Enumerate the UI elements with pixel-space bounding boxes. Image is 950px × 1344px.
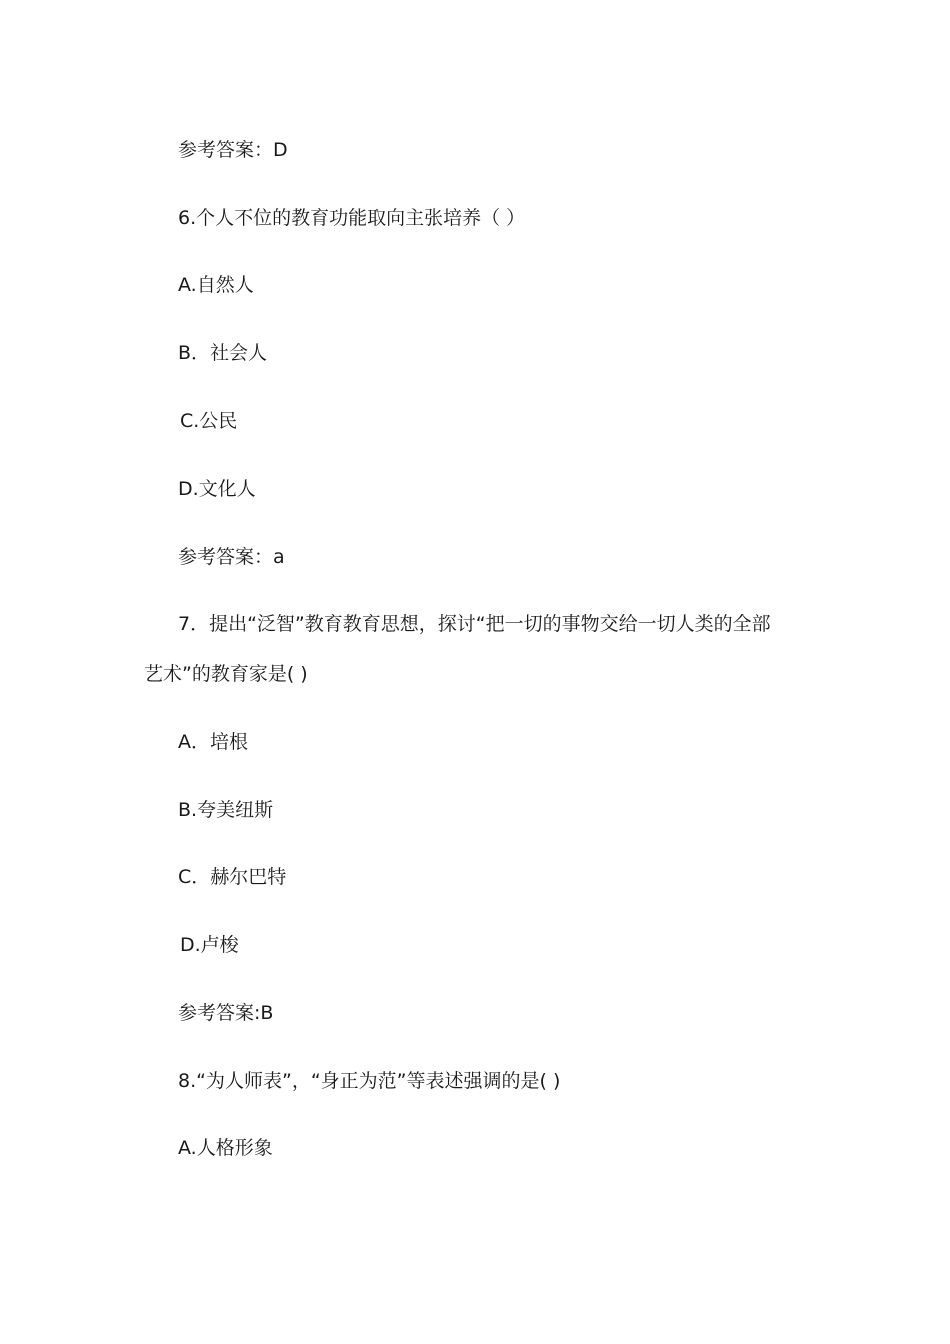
answer-line-7: 参考答案:B xyxy=(178,1002,274,1024)
question-7-text-line-2: 艺术”的教育家是( ) xyxy=(144,663,308,685)
question-7-text-line-1: 7．提出“泛智”教育教育思想，探讨“把一切的事物交给一切人类的全部 xyxy=(178,613,771,635)
question-6-text: 6.个人不位的教育功能取向主张培养（ ） xyxy=(178,207,526,229)
question-7-option-a: A．培根 xyxy=(178,731,248,753)
answer-line-6: 参考答案：a xyxy=(178,546,285,568)
question-6-option-c: C.公民 xyxy=(180,410,238,432)
question-8-option-a: A.人格形象 xyxy=(178,1137,273,1159)
question-6-option-b: B．社会人 xyxy=(178,342,268,364)
question-8-text: 8.“为人师表”，“身正为范”等表述强调的是( ) xyxy=(178,1070,561,1092)
question-7-option-d: D.卢梭 xyxy=(180,934,239,956)
question-7-option-c: C．赫尔巴特 xyxy=(178,866,287,888)
question-6-option-a: A.自然人 xyxy=(178,274,254,296)
question-6-option-d: D.文化人 xyxy=(178,478,256,500)
question-7-option-b: B.夸美纽斯 xyxy=(178,799,274,821)
answer-line-5: 参考答案：D xyxy=(178,139,288,161)
